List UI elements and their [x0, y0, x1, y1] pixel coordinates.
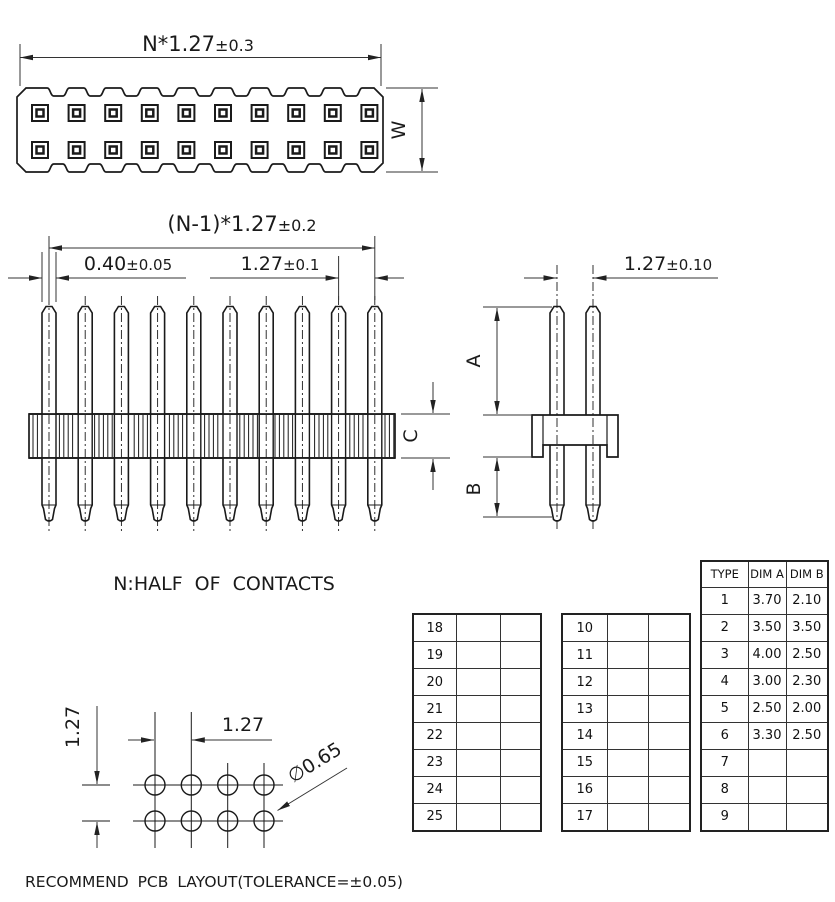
- table-cell: 4: [701, 668, 748, 695]
- table-cell: 2.10: [786, 587, 828, 614]
- table-cell: 2.50: [748, 695, 786, 722]
- table-cell: 2.50: [786, 641, 828, 668]
- table-cell: [456, 776, 500, 803]
- table-cell: [648, 749, 690, 776]
- table-row: [413, 803, 541, 831]
- table-cell: [648, 803, 690, 831]
- table-row: [562, 722, 690, 749]
- table-row: [701, 641, 828, 668]
- table-row: [413, 614, 541, 642]
- table-cell: [500, 669, 541, 696]
- table-cell: [500, 614, 541, 642]
- table-cell: [748, 803, 786, 831]
- table-row: [413, 669, 541, 696]
- table-cell: [456, 614, 500, 642]
- table-cell: [607, 776, 648, 803]
- dim-label-b: B: [463, 482, 485, 496]
- table-cell: [456, 642, 500, 669]
- table-cell: [500, 749, 541, 776]
- table-cell: 6: [701, 722, 748, 749]
- table-cell: [500, 776, 541, 803]
- table-row: [701, 668, 828, 695]
- table-cell: 15: [562, 749, 607, 776]
- table-row: [562, 803, 690, 831]
- pins-table-18-25: [412, 613, 542, 832]
- table-row: [701, 776, 828, 803]
- table-cell: [748, 749, 786, 776]
- table-row: [413, 776, 541, 803]
- table-cell: [648, 696, 690, 723]
- table-cell: 5: [701, 695, 748, 722]
- dim-hole-diameter: ∅0.65: [284, 738, 346, 788]
- table-row: [701, 695, 828, 722]
- table-cell: 11: [562, 642, 607, 669]
- side-view-body: [532, 265, 618, 531]
- table-cell: 24: [413, 776, 456, 803]
- table-cell: 21: [413, 696, 456, 723]
- table-row: [413, 749, 541, 776]
- table-cell: [748, 776, 786, 803]
- table-cell: 2.00: [786, 695, 828, 722]
- dim-top-pitch: N*1.27±0.3: [142, 32, 254, 56]
- pins-table-10-17: [561, 613, 691, 832]
- housing-outline: [17, 88, 383, 172]
- table-row: [701, 614, 828, 641]
- table-row: [562, 696, 690, 723]
- table-cell: [607, 803, 648, 831]
- table-cell: [607, 722, 648, 749]
- table-cell: [786, 749, 828, 776]
- table-cell: [607, 614, 648, 642]
- table-cell: 12: [562, 669, 607, 696]
- dim-label-w: W: [388, 120, 410, 140]
- table-cell: [607, 696, 648, 723]
- table-header-row: [701, 561, 828, 587]
- table-cell: [456, 696, 500, 723]
- table-cell: [456, 803, 500, 831]
- table-cell: 7: [701, 749, 748, 776]
- table-cell: 3.00: [748, 668, 786, 695]
- table-cell: 18: [413, 614, 456, 642]
- table-cell: 4.00: [748, 641, 786, 668]
- table-cell: [648, 722, 690, 749]
- table-cell: 23: [413, 749, 456, 776]
- dim-label-c: C: [400, 429, 422, 443]
- front-view-body: [29, 296, 395, 531]
- table-cell: [648, 669, 690, 696]
- contacts-note: N:HALF OF CONTACTS: [113, 573, 335, 595]
- table-row: [413, 696, 541, 723]
- dim-pitch: 1.27±0.1: [240, 253, 320, 275]
- table-row: [562, 642, 690, 669]
- table-cell: [648, 614, 690, 642]
- table-cell: 25: [413, 803, 456, 831]
- table-header-cell: DIM B: [786, 561, 828, 587]
- table-cell: 8: [701, 776, 748, 803]
- table-cell: 20: [413, 669, 456, 696]
- table-row: [413, 722, 541, 749]
- table-row: [701, 722, 828, 749]
- dim-label-a: A: [463, 354, 485, 368]
- table-cell: 2: [701, 614, 748, 641]
- table-cell: [648, 642, 690, 669]
- dim-row-pitch: 1.27±0.10: [623, 253, 713, 275]
- table-cell: 14: [562, 722, 607, 749]
- table-cell: [456, 669, 500, 696]
- table-cell: [500, 803, 541, 831]
- table-row: [701, 587, 828, 614]
- pcb-layout-caption: RECOMMEND PCB LAYOUT(TOLERANCE=±0.05): [25, 873, 403, 891]
- table-cell: [607, 642, 648, 669]
- table-cell: 1: [701, 587, 748, 614]
- table-cell: 3: [701, 641, 748, 668]
- table-cell: [500, 722, 541, 749]
- table-cell: 13: [562, 696, 607, 723]
- dim-pcb-horizontal-pitch: 1.27: [221, 714, 265, 736]
- dim-overall: (N-1)*1.27±0.2: [167, 212, 317, 236]
- table-cell: 3.70: [748, 587, 786, 614]
- table-row: [562, 776, 690, 803]
- table-cell: 9: [701, 803, 748, 831]
- table-cell: [500, 642, 541, 669]
- table-cell: [648, 776, 690, 803]
- table-cell: [607, 669, 648, 696]
- table-cell: 2.30: [786, 668, 828, 695]
- table-row: [701, 803, 828, 831]
- dim-pin-size: 0.40±0.05: [83, 253, 173, 275]
- table-cell: [786, 803, 828, 831]
- table-row: [562, 749, 690, 776]
- table-row: [701, 749, 828, 776]
- table-cell: 3.50: [786, 614, 828, 641]
- table-cell: [786, 776, 828, 803]
- table-cell: 10: [562, 614, 607, 642]
- type-dimension-table: [700, 560, 829, 832]
- table-cell: 19: [413, 642, 456, 669]
- table-cell: 3.50: [748, 614, 786, 641]
- table-row: [562, 614, 690, 642]
- table-cell: [500, 696, 541, 723]
- insulator-body: [532, 415, 618, 457]
- table-row: [562, 669, 690, 696]
- table-cell: 16: [562, 776, 607, 803]
- table-header-cell: TYPE: [701, 561, 748, 587]
- table-cell: 22: [413, 722, 456, 749]
- table-cell: 3.30: [748, 722, 786, 749]
- table-cell: [456, 749, 500, 776]
- dim-pcb-vertical-pitch: 1.27: [62, 705, 84, 749]
- table-cell: 2.50: [786, 722, 828, 749]
- table-cell: 17: [562, 803, 607, 831]
- table-header-cell: DIM A: [748, 561, 786, 587]
- table-cell: [456, 722, 500, 749]
- table-row: [413, 642, 541, 669]
- table-cell: [607, 749, 648, 776]
- top-view-body: [17, 88, 383, 172]
